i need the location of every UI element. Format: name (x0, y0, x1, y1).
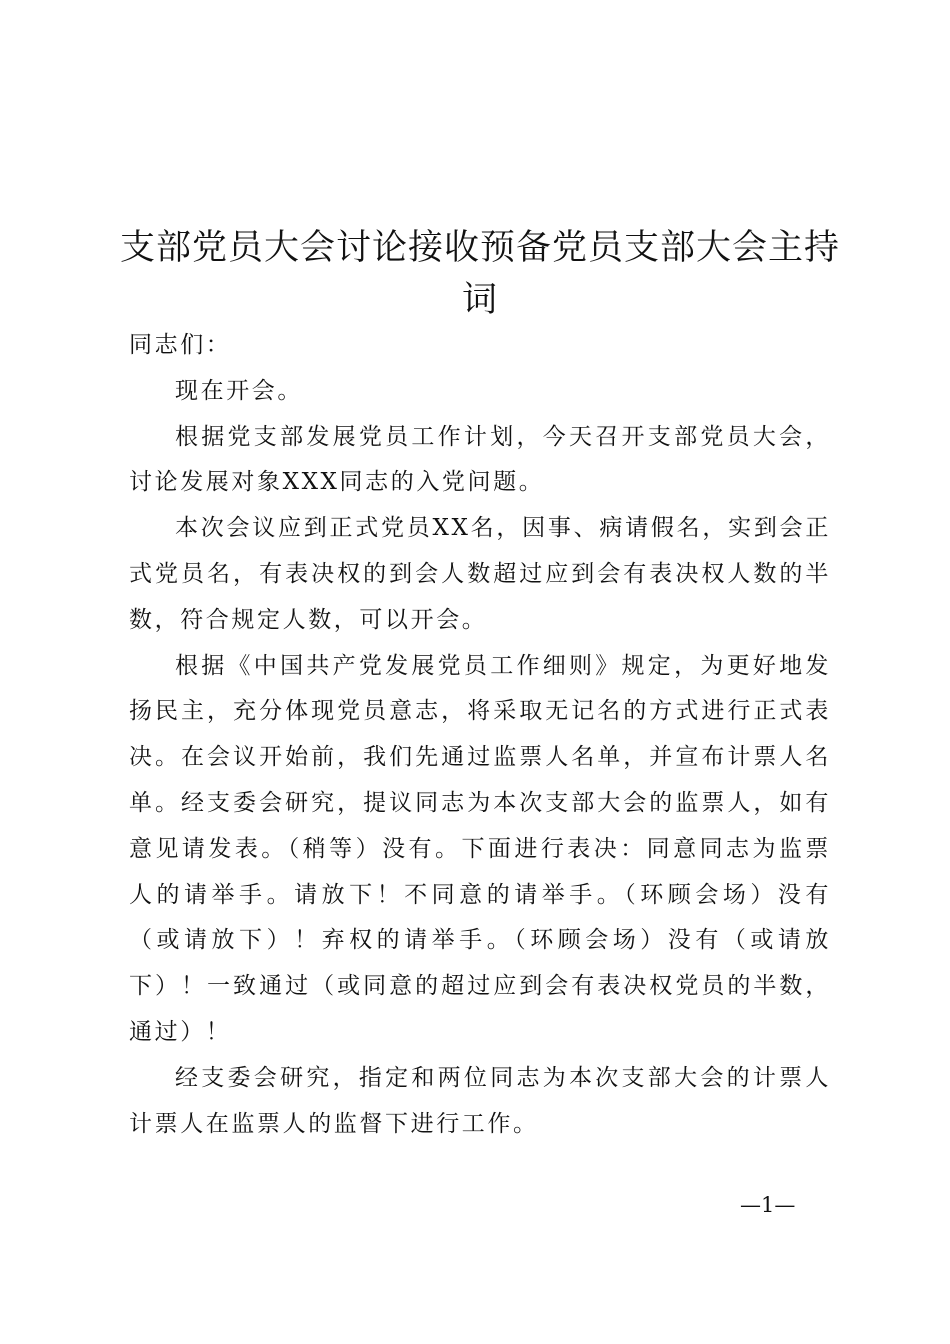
paragraph-vote-counters: 经支委会研究，指定和两位同志为本次支部大会的计票人计票人在监票人的监督下进行工作。 (129, 1064, 831, 1137)
document-body (129, 323, 831, 1147)
document-title: 支部党员大会讨论接收预备党员支部大会主持词 (120, 228, 841, 320)
paragraph-attendance: 本次会议应到正式党员XX名，因事、病请假名，实到会正式党员名，有表决权的到会人数超过应到会有表决权人数的半数，符合规定人数，可以开会。 (129, 515, 831, 633)
paragraph-purpose: 根据党支部发展党员工作计划，今天召开支部党员大会，讨论发展对象XXX同志的入党问题。 (129, 423, 831, 496)
page-number: —1— (740, 1193, 796, 1217)
salutation: 同志们： (129, 332, 232, 358)
paragraph-voting-procedure: 根据《中国共产党发展党员工作细则》规定，为更好地发扬民主，充分体现党员意志，将采取无记名的方式进行正式表决。在会议开始前，我们先通过监票人名单，并宣布计票人名单。经支委会研究，提议同志为本次支部大会的监票人，如有意见请发表。（稍等）没有。下面进行表决：同意同志为监票人的请举手。请放下！不同意的请举手。（环顾会场）没有（或请放下）！弃权的请举手。（环顾会场）没有（或请放下）！一致通过（或同意的超过应到会有表决权党员的半数，通过）！ (129, 652, 831, 1045)
paragraph-opening: 现在开会。 (175, 377, 303, 404)
